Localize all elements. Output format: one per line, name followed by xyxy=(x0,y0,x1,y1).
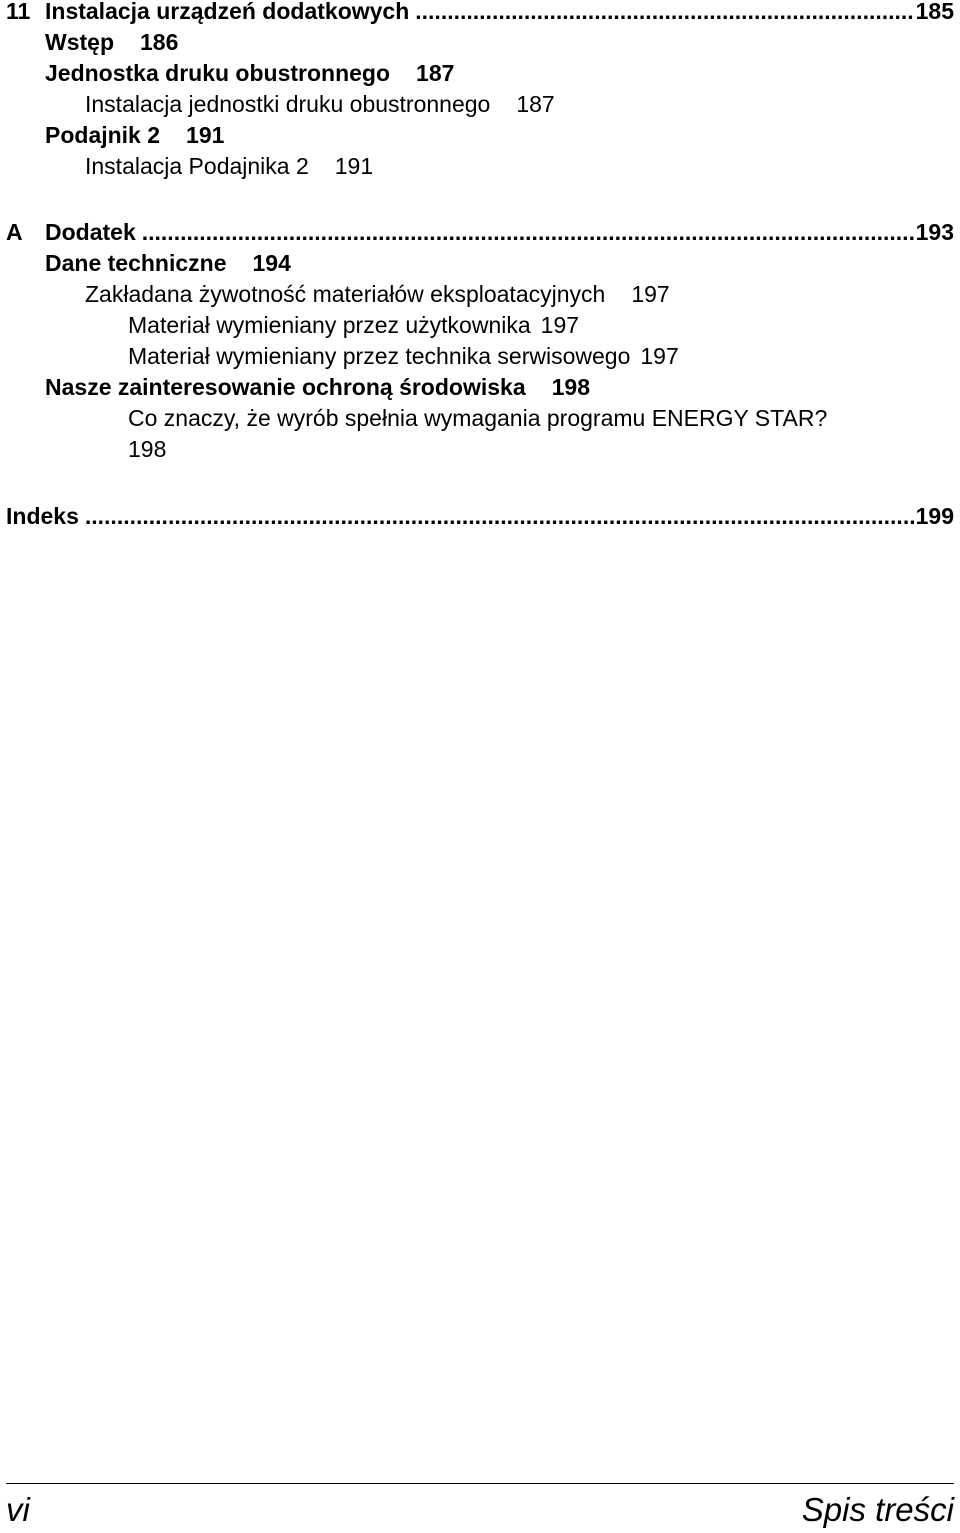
toc-index[interactable] xyxy=(0,501,960,532)
entry-page-number: 187 xyxy=(416,60,455,86)
toc-entry-energy-star[interactable] xyxy=(0,403,960,434)
toc-entry-material-technika[interactable] xyxy=(0,341,960,372)
entry-page-number: 197 xyxy=(631,281,670,307)
entry-title: Materiał wymieniany przez użytkownika xyxy=(128,312,531,338)
entry-page-number: 197 xyxy=(540,312,580,338)
toc-chapter-11[interactable] xyxy=(0,0,960,27)
entry-page-number: 187 xyxy=(516,91,555,117)
entry-page-number: 191 xyxy=(334,153,374,179)
toc-entry-zakladana-zywotnosc[interactable] xyxy=(0,279,960,310)
dot-leader xyxy=(415,0,913,27)
entry-page-number: 191 xyxy=(186,122,225,148)
entry-page-number: 198 xyxy=(551,374,590,400)
chapter-page-number: 185 xyxy=(915,0,954,24)
footer-page-number: vi xyxy=(6,1491,30,1528)
footer-divider xyxy=(6,1483,954,1484)
toc-entry-jednostka-druku[interactable] xyxy=(0,58,960,89)
entry-title: Zakładana żywotność materiałów eksploatacyjnych xyxy=(85,281,606,307)
chapter-page-number: 193 xyxy=(915,219,954,245)
entry-title: Instalacja jednostki druku obustronnego xyxy=(85,91,491,117)
entry-page-number: 198 xyxy=(128,436,167,462)
entry-title: Co znaczy, że wyrób spełnia wymagania programu ENERGY STAR? xyxy=(128,405,828,431)
dot-leader xyxy=(142,217,914,248)
toc-entry-wstep[interactable] xyxy=(0,27,960,58)
entry-page-number: 197 xyxy=(640,343,679,369)
toc-entry-dane-techniczne[interactable] xyxy=(0,248,960,279)
chapter-title: Indeks xyxy=(6,503,79,529)
entry-page-number: 186 xyxy=(140,29,179,55)
toc-entry-instalacja-jednostki[interactable] xyxy=(0,89,960,120)
chapter-title: Instalacja urządzeń dodatkowych xyxy=(45,0,410,24)
chapter-title: Dodatek xyxy=(45,219,136,245)
entry-title: Nasze zainteresowanie ochroną środowiska xyxy=(45,374,526,400)
entry-title: Wstęp xyxy=(45,29,114,55)
entry-title: Dane techniczne xyxy=(45,250,227,276)
dot-leader xyxy=(85,501,914,532)
entry-title: Instalacja Podajnika 2 xyxy=(85,153,309,179)
toc-entry-ochrona-srodowiska[interactable] xyxy=(0,372,960,403)
toc-entry-podajnik-2[interactable] xyxy=(0,120,960,151)
toc-appendix-a[interactable] xyxy=(0,217,960,248)
entry-title: Jednostka druku obustronnego xyxy=(45,60,391,86)
entry-title: Materiał wymieniany przez technika serwisowego xyxy=(128,343,631,369)
footer-section-title: Spis treści xyxy=(801,1491,954,1528)
chapter-page-number: 199 xyxy=(915,503,954,529)
entry-page-number: 194 xyxy=(252,250,291,276)
chapter-number: 11 xyxy=(6,0,31,24)
toc-entry-energy-star-page[interactable] xyxy=(0,434,960,465)
toc-entry-material-uzytkownika[interactable] xyxy=(0,310,960,341)
toc-entry-instalacja-podajnika[interactable] xyxy=(0,151,960,182)
chapter-number: A xyxy=(6,219,23,245)
entry-title: Podajnik 2 xyxy=(45,122,161,148)
